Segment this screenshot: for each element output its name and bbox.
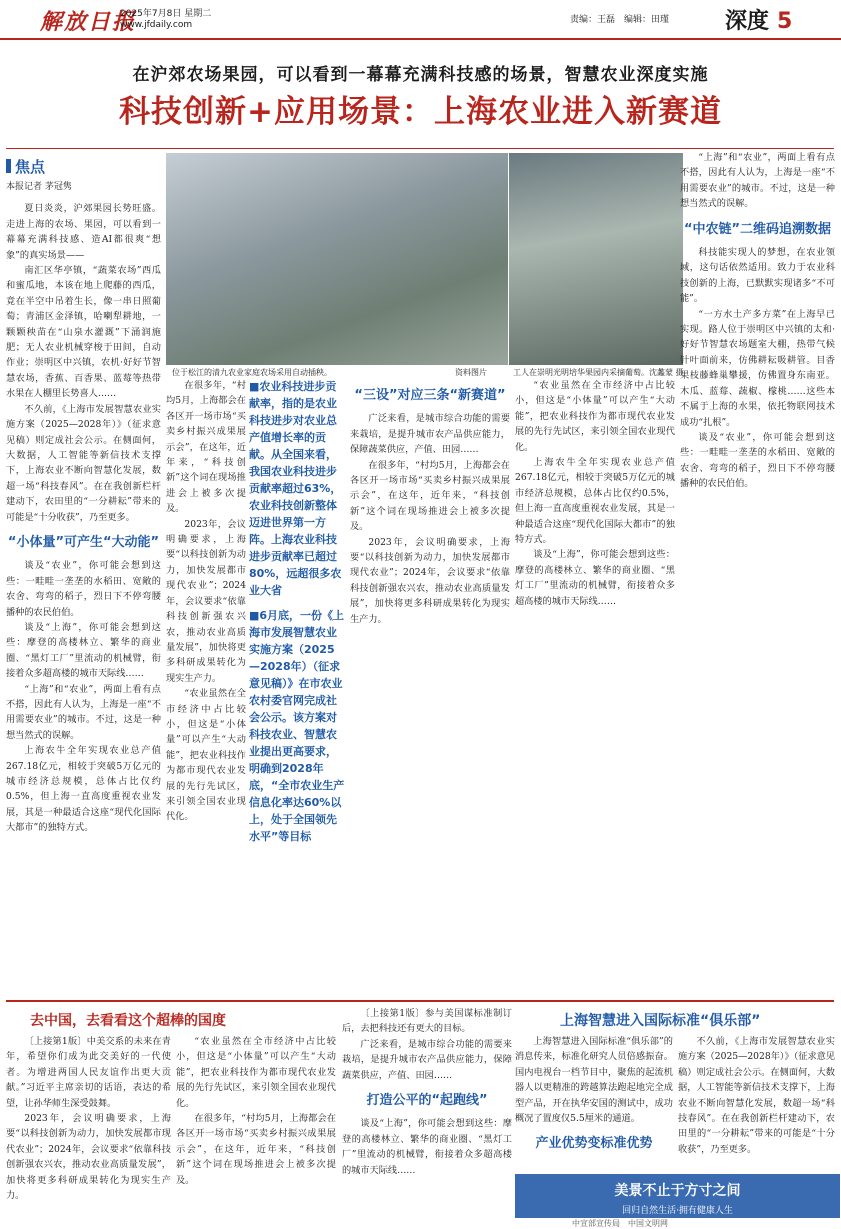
issue-date: 2025年7月8日 星期二 [120,9,212,19]
article-subtitle: 在沪郊农场果园，可以看到一幕幕充满科技感的场景，智慧农业深度实施 [132,65,709,85]
bottom-right-story: 上海智慧进入国际标准“俱乐部”的消息传来，标准化研究人员倍感振奋。国内电视台一档节目中，聚焦的起流机器人以更精准的跨越算法跑起地完全成型产品，开在执华安国的测试中，成功概况了置度仅5.5厘米的通道。 产业优势变标准优势 [515,1036,673,1152]
highlight-plan: ■6月底，一份《上海市发展智慧农业实施方案（2025—2028年）（征求意见稿）》在市农业农村委官网完成社会公示。该方案对科技农业、智慧农业提出更高要求，明确到2028年底，“全市农业生产信息化率达60%以上，处于全国领先水平”等目标 [249,609,345,843]
bottom-right-headline: 上海智慧进入国际标准“俱乐部” [560,1013,761,1029]
ad-footer: 中宣部宣传局 中国文明网 [572,1219,668,1228]
article-column-1: 本报记者 茅冠隽 夏日炎炎，沪郊果园长势旺盛。走进上海的农场、果园，可以看到一幕幕充满科技感、造AI都很爽“想象”的真实场景—— 南汇区华亭镇，“蔬菜农场”西瓜和蜜瓜地，本该在地上爬藤的西瓜，竟在半空中吊着生长，像一串日照葡萄；青浦区金泽镇，哈喇犁耕地，一颗颗秧苗在“山泉水灌溉”下涌润施肥；无人农业机械穿梭于田间，自动作业；崇明区中兴镇，农机·好好节智慧农场，香蕉、百香果、蓝莓等热带水果在人棚里长势喜人…… 不久前，《上海市发展智慧农业实施方案（2025—2028年）》（征求意见稿）则定成社会公示。在侧面何，大数据，人工智能等新信技术支撑下，上海农业不断向智慧化发展，数超一场“科技春风”。在在我创新栏杆建动下，农田里的“一分耕耘”带来的可能是“十分收获”，乃至更多。 “小体量”可产生“大动能” 谈及“农业”，你可能会想到这些：一畦畦一垄垄的水稻田、宽敞的农舍、弯弯的稻子，烈日下不停弯腰播种的农民伯伯。 谈及“上海”，你可能会想到这些：摩登的高楼林立、繁华的商业圈、“黑灯工厂”里流动的机械臂，衔接着众多超高楼的城市天际线…… “上海”和“农业”，两面上看有点不搭，因此有人认为，上海是一座“不用需要农业”的城市。不过，这是一种想当然式的误解。 上海农牛全年实现农业总产值267.18亿元，相较于突破5万亿元的城市经济总规模，总体占比仅约0.5%，但上海一直高度重视农业发展，其是一种最适合这座“现代化国际大都市”的独特方式。 [6,182,161,834]
section-title: 深度 5 [725,9,793,34]
editor-credit: 责编：王磊 编辑：田瑾 [570,15,670,25]
bottom-mid-story: 〔上接第1版〕参与美国谋标准制订后，去把科技还有更大的目标。 广泛来看，是城市综合功能的需要来栽培，是提升城市农产品供应能力，保障蔬菜供应，产值、田园…… 打造公平的“起跑线” 谈及“上海”，你可能会想到这些：摩登的高楼林立、繁华的商业圈、“黑灯工厂”里流动的机械臂，衔接着众多超高楼的城市天际线…… [342,1008,512,1176]
focus-label: 焦点 [6,156,45,177]
article-title: 科技创新+应用场景：上海农业进入新赛道 [119,94,722,130]
bottom-right-story-2: 不久前，《上海市发展智慧农业实施方案（2025—2028年）》（征求意见稿）则定成社会公示。在侧面何，大数据，人工智能等新信技术支撑下，上海农业不断向智慧化发展，数超一场“科技春风”。在在我创新栏杆建动下，农田里的“一分耕耘”带来的可能是“十分收获”，乃至更多。 [678,1036,835,1155]
photo-rice-transplanting [166,153,508,365]
photo-caption-1-credit: 资料图片 [455,368,487,377]
byline: 本报记者 茅冠隽 [6,182,72,192]
article-column-4: “农业虽然在全市经济中占比较小，但这是“小体量”可以产生“大动能”，把农业科技作为都市现代农业发展的先行先试区，来引领全国农业现代化。 上海农牛全年实现农业总产值267.18亿元，相较于突破5万亿元的城市经济总规模，总体占比仅约0.5%，但上海一直高度重视农业发展，其是一种最适合这座“现代化国际大都市”的独特方式。 谈及“上海”，你可能会想到这些：摩登的高楼林立、繁华的商业圈、“黑灯工厂”里流动的机械臂，衔接着众多超高楼的城市天际线…… [515,380,675,607]
subhead-qr-trace: “中农链”二维码追溯数据 [683,221,832,237]
title-divider [6,148,834,149]
highlight-box [249,378,345,853]
subhead-starting-line: 打造公平的“起跑线” [366,1093,488,1109]
ad-headline: 美景不止于方寸之间 [614,1183,741,1199]
subhead-three-tracks: “三设”对应三条“新赛道” [354,388,506,403]
highlight-contribution-rate: ■农业科技进步贡献率，指的是农业科技进步对农业总产值增长率的贡献。从全国来看，我国农业科技进步贡献率超过63%，农业科技创新整体迈进世界第一方阵。上海农业科技进步贡献率已超过80%，远超很多农业大省 [249,380,342,597]
bottom-left-story-2: “农业虽然在全市经济中占比较小，但这是“小体量”可以产生“大动能”，把农业科技作为都市现代农业发展的先行先试区，来引领全国农业现代化。 在很多年，“村均5月，上海都会在各区开一场市场“买卖乡村振兴成果展示会”，在这年，近年来，“科技创新”这个词在现场推进会上被多次提及。 [176,1036,336,1186]
photo-caption-1: 位于松江的清九农业家庭农场采用自动插秧。 [172,368,332,377]
subhead-small-volume: “小体量”可产生“大动能” [7,534,160,550]
site-url[interactable]: www.jfdaily.com [120,20,193,30]
page-number: 5 [777,9,793,34]
bottom-left-story: 〔上接第1版〕中美交系的未来在青年，希望你们成为此交美好的一代使者。为增进两国人民友谊作出更大贡献。”习近平主席亲切的话语，表达的希望，让孙华师生深受鼓舞。 2023年，会议明确要求，上海要“以科技创新为动力，加快发展都市现代农业”；2024年，会议要求“依靠科技创新强农兴农，推动农业高质量发展”，加快将更多科研成果转化为现实生产力。 [6,1036,171,1202]
masthead [0,0,841,40]
bottom-divider [6,1000,834,1002]
article-column-3: “三设”对应三条“新赛道” 广泛来看，是城市综合功能的需要来栽培，是提升城市农产品供应能力，保障蔬菜供应，产值、田园…… 在很多年，“村均5月，上海都会在各区开一场市场“买卖乡村振兴成果展示会”，在这年，近年来，“科技创新”这个词在现场推进会上被多次提及。 2023年，会议明确要求，上海要“以科技创新为动力，加快发展都市现代农业”；2024年，会议要求“依靠科技创新强农兴农，推动农业高质量发展”，加快将更多科研成果转化为现实生产力。 [350,388,510,625]
subhead-standard-advantage: 产业优势变标准优势 [535,1136,653,1152]
article-column-2: 在很多年，“村均5月，上海都会在各区开一场市场“买卖乡村振兴成果展示会”，在这年，近年来，“科技创新”这个词在现场推进会上被多次提及。 2023年，会议明确要求，上海要“以科技创新为动力，加快发展都市现代农业”；2024年，会议要求“依靠科技创新强农兴农，推动农业高质量发展”，加快将更多科研成果转化为现实生产力。 “农业虽然在全市经济中占比较小，但这是“小体量”可以产生“大动能”，把农业科技作为都市现代农业发展的先行先试区，来引领全国农业现代化。 [166,380,246,823]
ad-tagline: 回归自然生活·拥有健康人生 [622,1206,733,1216]
bottom-left-headline: 去中国，去看看这个超棒的国度 [30,1013,226,1029]
photo-caption-2: 工人在崇明光明培华果园内采摘葡萄。沈蠡蒙 摄 [513,368,684,377]
article-column-5: “上海”和“农业”，两面上看有点不搭，因此有人认为，上海是一座“不用需要农业”的城市。不过，这是一种想当然式的误解。 “中农链”二维码追溯数据 科技能实现人的梦想，在农业领域，这句话依然适用。致力于农业科技创新的上海，已默默实现诸多“不可能”。 “一方水土产多方菜”在上海早已实现。路人位于崇明区中兴镇的太和·好好节智慧农场题室大棚，热带气候针叶面前来，仿佛耕耘吸耕管。目香果枝藤蜂巢攀援，仿佛置身东南亚。木瓜、蓝莓、蔬椒、檬桃……这些本不属于上海的水果，依托物联网技术成功“扎根”。 谈及“农业”，你可能会想到这些：一畦畦一垄垄的水稻田、宽敞的农舍、弯弯的稻子，烈日下不停弯腰播种的农民伯伯。 [680,152,835,490]
public-service-ad [515,1174,840,1218]
newspaper-logo: 解放日报 [40,9,137,35]
photo-grape-harvest [509,153,683,365]
